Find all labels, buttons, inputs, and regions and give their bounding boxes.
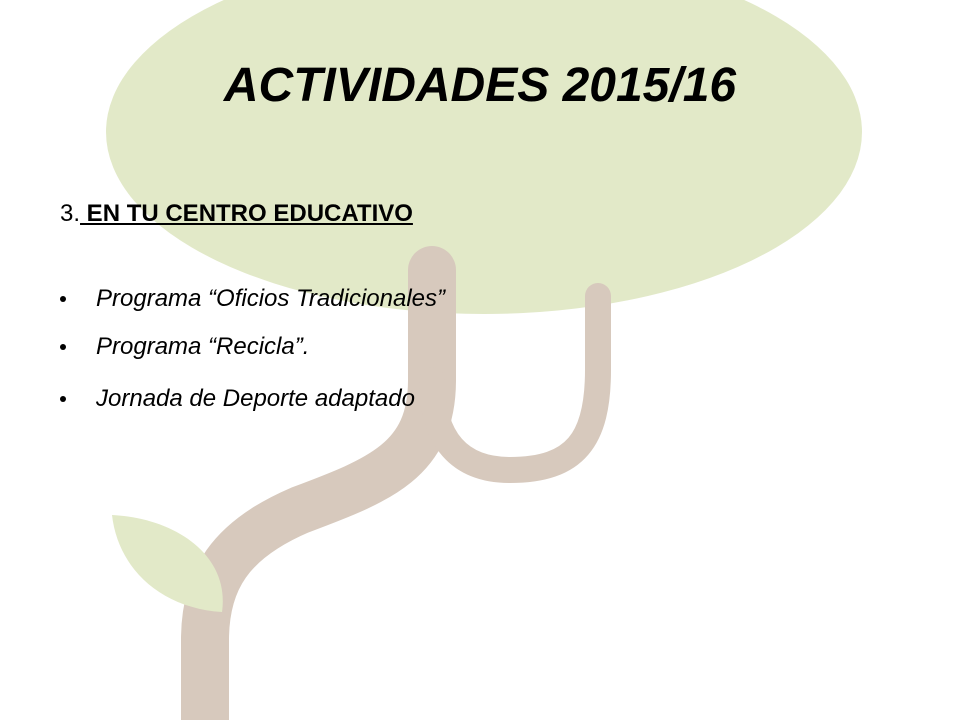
list-item [60, 331, 445, 383]
tree-canopy [106, 0, 862, 314]
list-item [60, 283, 445, 331]
list-item-text: Programa “Oficios Tradicionales” [96, 285, 445, 312]
section-heading: EN TU CENTRO EDUCATIVO [80, 200, 413, 227]
list-item-text: Programa “Recicla”. [96, 333, 310, 360]
bullet-icon [60, 344, 66, 350]
bullet-icon [60, 296, 66, 302]
slide-title: ACTIVIDADES 2015/16 [223, 59, 737, 112]
activity-list [60, 283, 445, 431]
list-item [60, 383, 445, 431]
tree-branch [432, 296, 598, 470]
section-header [60, 200, 413, 228]
section-number: 3. [60, 200, 81, 227]
bullet-icon [60, 396, 66, 402]
leaf-icon [112, 515, 223, 612]
list-item-text: Jornada de Deporte adaptado [96, 385, 415, 412]
